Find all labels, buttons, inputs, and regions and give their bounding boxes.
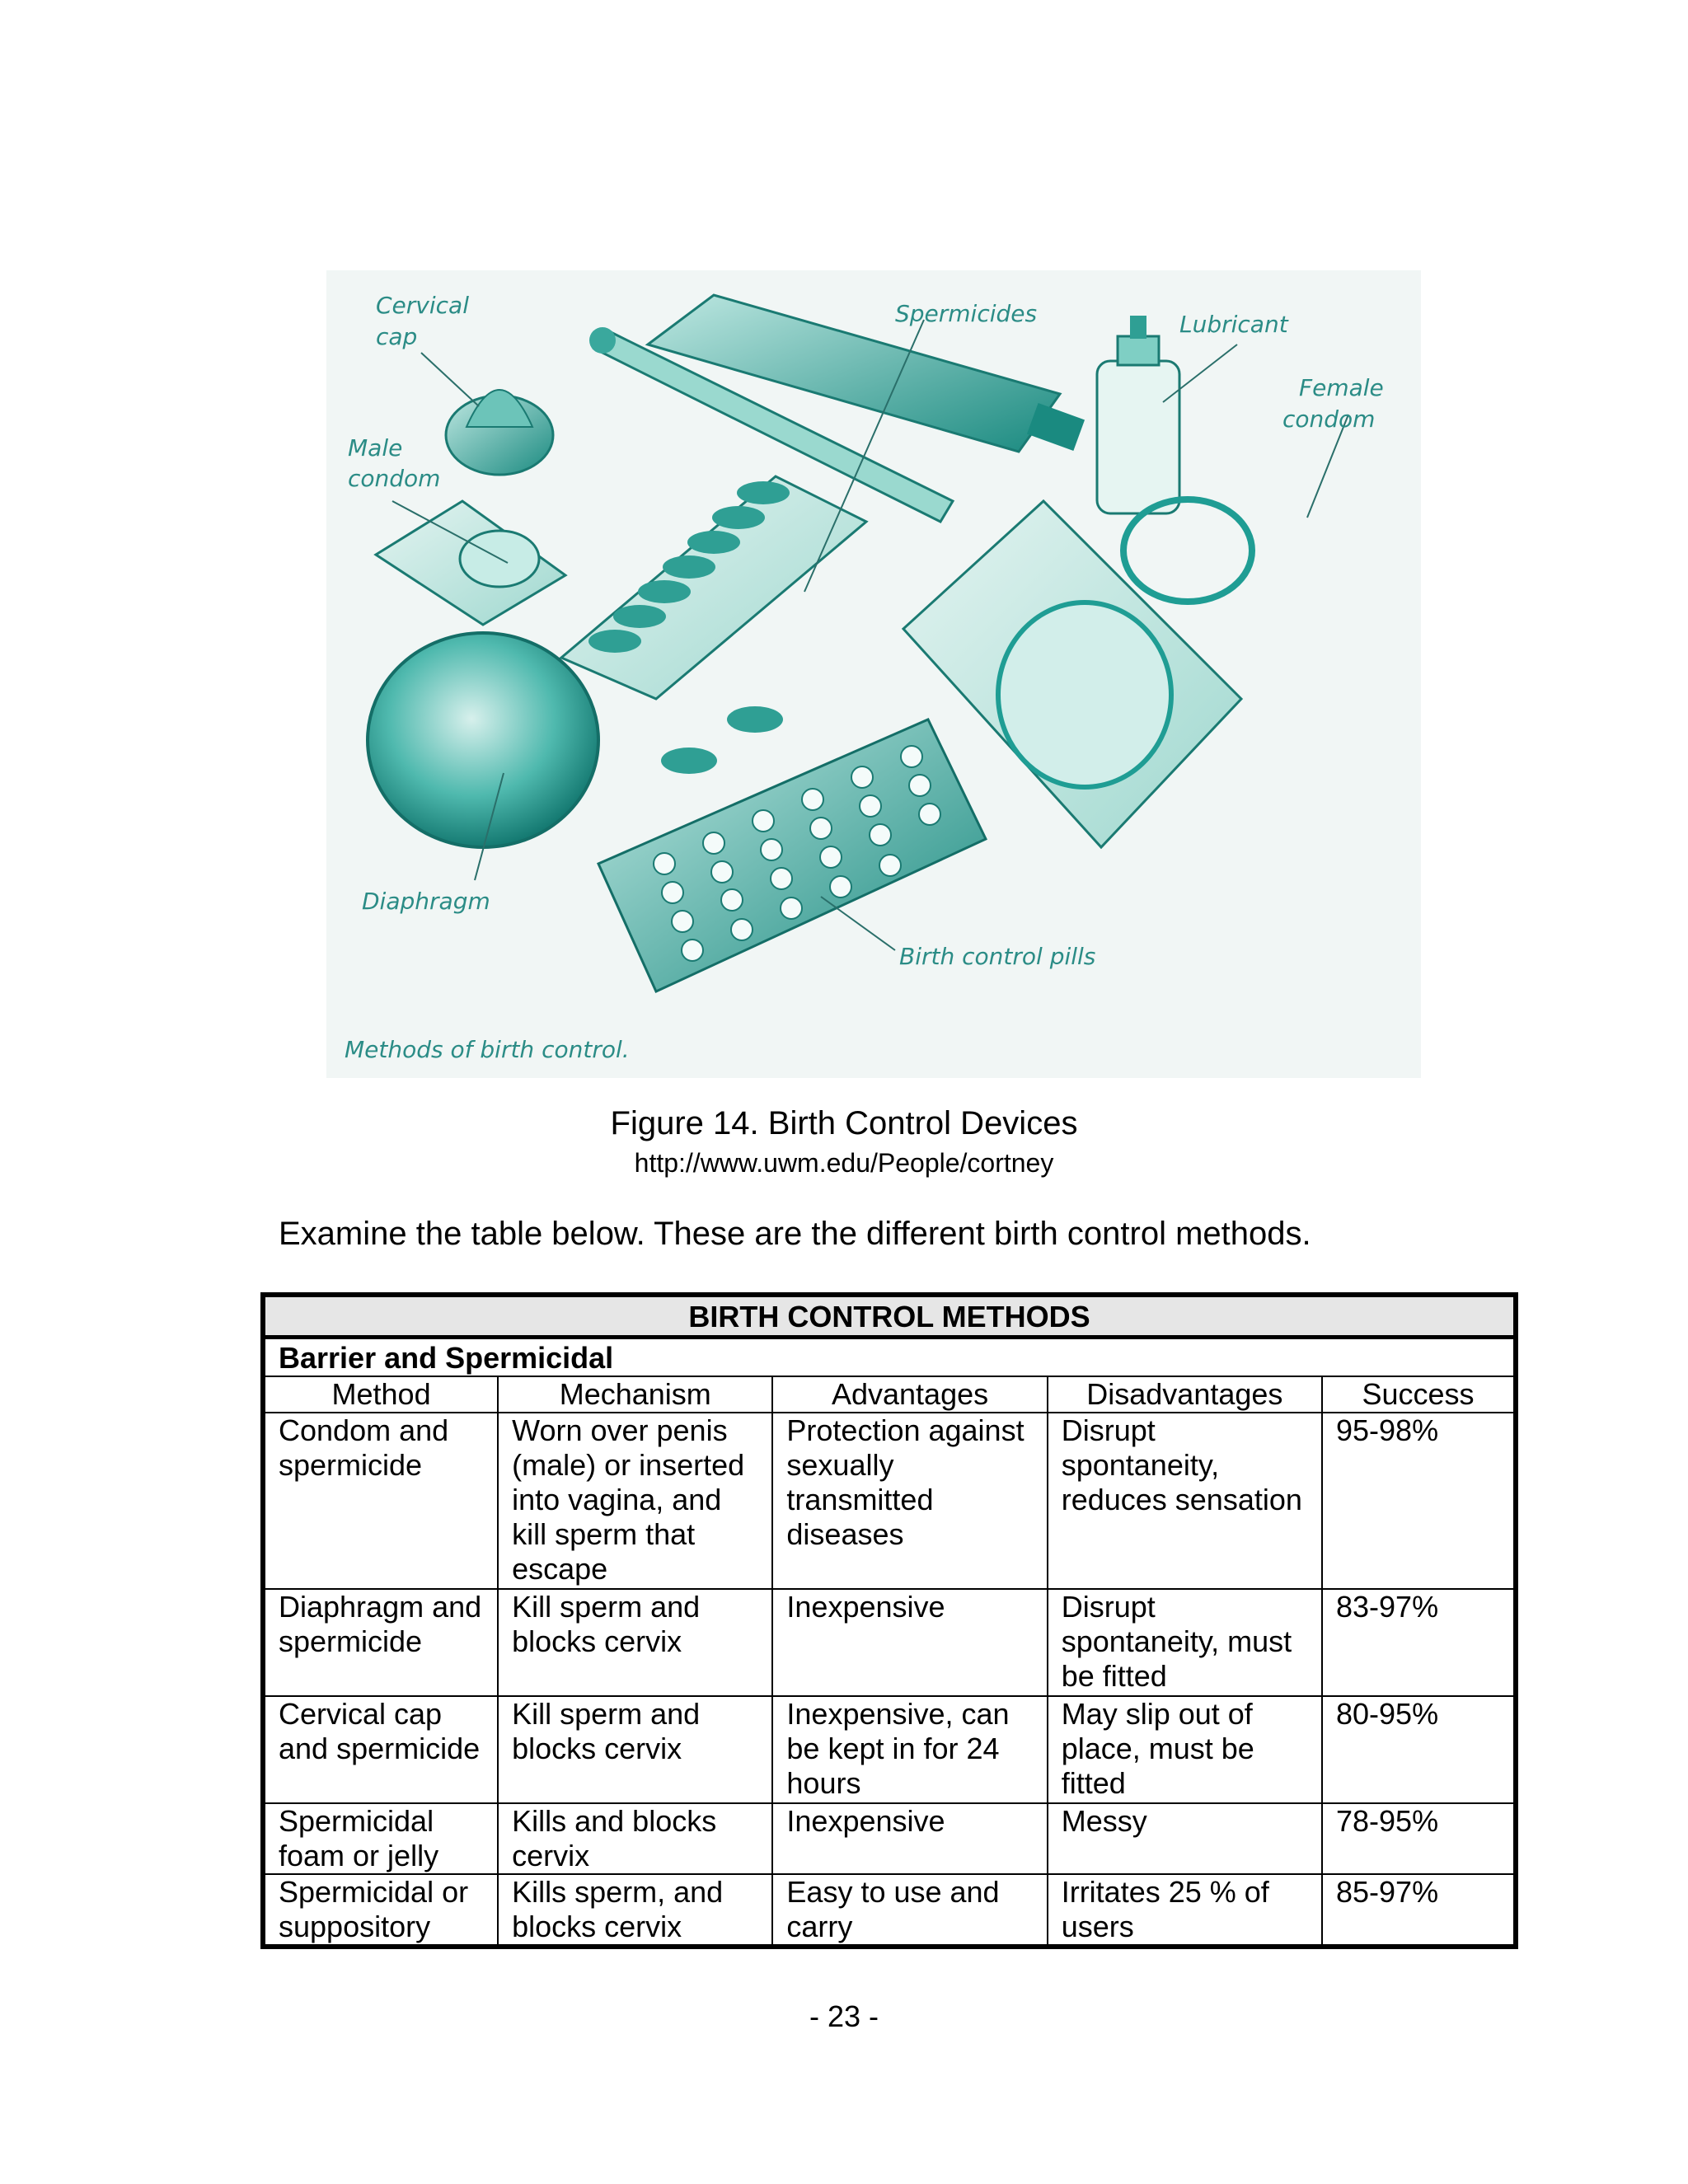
label-female-condom-line2: condom bbox=[1282, 405, 1376, 433]
cell-mechanism: Kill sperm and blocks cervix bbox=[498, 1696, 772, 1803]
table-title: BIRTH CONTROL METHODS bbox=[263, 1295, 1516, 1338]
table-row bbox=[263, 1413, 1516, 1589]
spermicide-tablet-strip bbox=[561, 476, 866, 774]
label-birth-control-pills: Birth control pills bbox=[899, 943, 1096, 970]
cell-advantages: Inexpensive, can be kept in for 24 hours bbox=[772, 1696, 1047, 1803]
label-male-condom-line2: condom bbox=[348, 465, 441, 492]
table-row bbox=[263, 1803, 1516, 1874]
table-row bbox=[263, 1696, 1516, 1803]
cell-mechanism: Kills and blocks cervix bbox=[498, 1803, 772, 1874]
column-header-mechanism: Mechanism bbox=[498, 1376, 772, 1413]
table-row bbox=[263, 1589, 1516, 1696]
cell-disadvantages: May slip out of place, must be fitted bbox=[1048, 1696, 1322, 1803]
cell-advantages: Inexpensive bbox=[772, 1803, 1047, 1874]
column-header-success: Success bbox=[1322, 1376, 1516, 1413]
cell-success: 78-95% bbox=[1322, 1803, 1516, 1874]
birth-control-methods-table bbox=[260, 1292, 1518, 1949]
illustration-caption: Methods of birth control. bbox=[345, 1036, 630, 1063]
cell-method: Condom and spermicide bbox=[263, 1413, 498, 1589]
cell-disadvantages: Disrupt spontaneity, must be fitted bbox=[1048, 1589, 1322, 1696]
cell-method: Spermicidal foam or jelly bbox=[263, 1803, 498, 1874]
male-condom-packet bbox=[376, 501, 565, 625]
cell-disadvantages: Messy bbox=[1048, 1803, 1322, 1874]
label-male-condom: Male bbox=[348, 434, 403, 462]
label-cervical-cap-line2: cap bbox=[376, 323, 418, 350]
page-number: - 23 - bbox=[809, 1999, 879, 2033]
cell-mechanism: Kills sperm, and blocks cervix bbox=[498, 1874, 772, 1947]
table-section-heading: Barrier and Spermicidal bbox=[263, 1338, 1516, 1377]
birth-control-devices-illustration bbox=[326, 270, 1421, 1078]
cell-advantages: Easy to use and carry bbox=[772, 1874, 1047, 1947]
cell-mechanism: Worn over penis (male) or inserted into vagina, and kill sperm that escape bbox=[498, 1413, 772, 1589]
cell-method: Spermicidal or suppository bbox=[263, 1874, 498, 1947]
figure-caption: Figure 14. Birth Control Devices bbox=[610, 1105, 1078, 1141]
intro-text: Examine the table below. These are the different birth control methods. bbox=[279, 1216, 1311, 1252]
column-header-disadvantages: Disadvantages bbox=[1048, 1376, 1322, 1413]
lubricant-bottle bbox=[1097, 316, 1179, 513]
label-spermicides: Spermicides bbox=[895, 300, 1038, 327]
cell-method: Diaphragm and spermicide bbox=[263, 1589, 498, 1696]
diaphragm bbox=[368, 633, 598, 847]
cell-mechanism: Kill sperm and blocks cervix bbox=[498, 1589, 772, 1696]
cell-disadvantages: Irritates 25 % of users bbox=[1048, 1874, 1322, 1947]
label-diaphragm: Diaphragm bbox=[362, 888, 490, 915]
cell-success: 95-98% bbox=[1322, 1413, 1516, 1589]
cell-advantages: Protection against sexually transmitted diseases bbox=[772, 1413, 1047, 1589]
cell-method: Cervical cap and spermicide bbox=[263, 1696, 498, 1803]
table-row bbox=[263, 1874, 1516, 1947]
column-header-advantages: Advantages bbox=[772, 1376, 1047, 1413]
label-cervical-cap: Cervical bbox=[376, 292, 469, 319]
label-female-condom: Female bbox=[1299, 374, 1384, 401]
cell-advantages: Inexpensive bbox=[772, 1589, 1047, 1696]
cervical-cap bbox=[446, 390, 553, 475]
cell-success: 80-95% bbox=[1322, 1696, 1516, 1803]
cell-success: 83-97% bbox=[1322, 1589, 1516, 1696]
cell-success: 85-97% bbox=[1322, 1874, 1516, 1947]
column-header-method: Method bbox=[263, 1376, 498, 1413]
label-lubricant: Lubricant bbox=[1179, 311, 1288, 338]
figure-source-url: http://www.uwm.edu/People/cortney bbox=[634, 1148, 1054, 1178]
cell-disadvantages: Disrupt spontaneity, reduces sensation bbox=[1048, 1413, 1322, 1589]
